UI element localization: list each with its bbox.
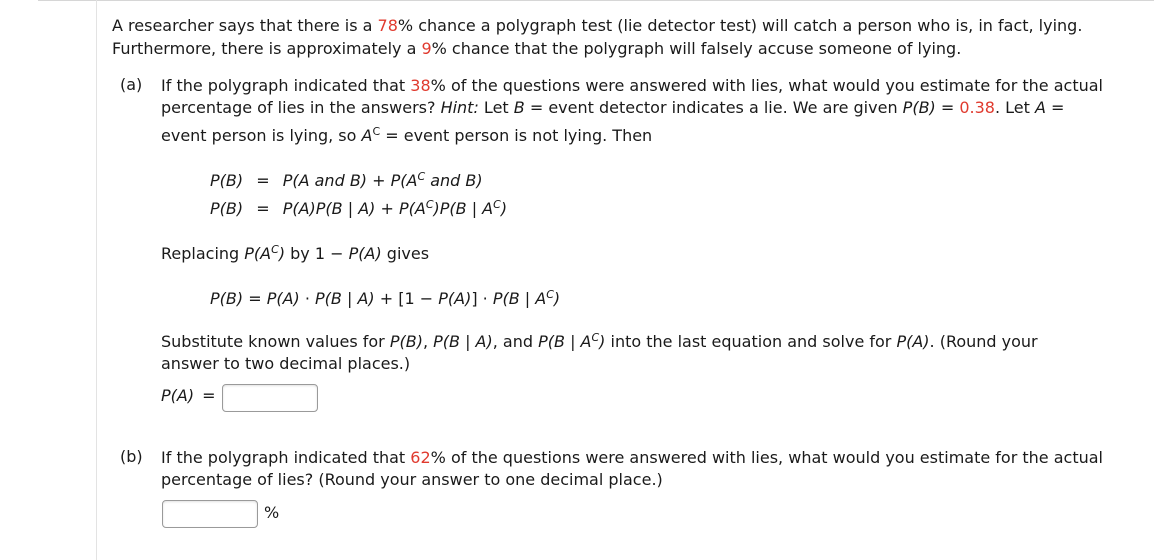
part-b-percent: 62 bbox=[410, 448, 431, 467]
intro-line-1: A researcher says that there is a 78% chance a polygraph test (lie detector test) will catch a person who is, in fact, lying. bbox=[112, 16, 1083, 35]
replacing-text: Replacing $P(A^C)$ by 1 − P(A) gives bbox=[161, 243, 430, 263]
false-accuse-percent: 9 bbox=[421, 39, 432, 58]
equation-1: P(B) = P(A and $B) + P(A^C$ and B) bbox=[210, 170, 483, 190]
part-a-question-line-2: percentage of lies in the answers? Hint: Let B = event detector indicates a lie. We are given P(B) = 0.38. Let A = bbox=[161, 98, 1065, 117]
catch-percent: 78 bbox=[377, 16, 398, 35]
part-b-question-line-2: percentage of lies? (Round your answer to one decimal place.) bbox=[161, 470, 663, 489]
part-a-question-line-3: event person is lying, so $A^C$ = event person is not lying. Then bbox=[161, 125, 653, 145]
part-b-question-line-1: If the polygraph indicated that 62% of the questions were answered with lies, what would you estimate for the actual bbox=[161, 448, 1103, 467]
intro-line-2: Furthermore, there is approximately a 9% chance that the polygraph will falsely accuse someone of lying. bbox=[112, 39, 962, 58]
substitute-instruction-line-2: answer to two decimal places.) bbox=[161, 354, 411, 373]
part-a-label: (a) bbox=[120, 75, 143, 94]
part-a-percent: 38 bbox=[410, 76, 431, 95]
part-b-label: (b) bbox=[120, 447, 143, 466]
answer-b-input-box[interactable] bbox=[162, 500, 258, 528]
percent-unit: % bbox=[264, 503, 280, 522]
equation-2: P(B) = P(A)P(B | $A) + P(A^C)P(B$ | $A^C$) bbox=[210, 198, 508, 218]
problem-intro bbox=[112, 14, 1082, 60]
top-divider bbox=[38, 0, 1154, 1]
answer-a-input-box[interactable] bbox=[222, 384, 318, 412]
part-a-question-line-1: If the polygraph indicated that 38% of the questions were answered with lies, what would you estimate for the actual bbox=[161, 76, 1103, 95]
substitute-instruction-line-1: Substitute known values for P(B), P(B | A), and P(B | $A^C$) into the last equation and solve for P(A). (Round your bbox=[161, 331, 1038, 351]
answer-a-label: P(A) = bbox=[161, 386, 216, 405]
equation-3: P(B) = P(A) · P(B | A) + [1 − P(A)] · P(B | $A^C$) bbox=[210, 288, 561, 308]
given-pb-value: 0.38 bbox=[959, 98, 995, 117]
left-divider bbox=[96, 0, 97, 560]
answer-b-input[interactable] bbox=[163, 501, 257, 527]
answer-a-input[interactable] bbox=[223, 385, 317, 411]
